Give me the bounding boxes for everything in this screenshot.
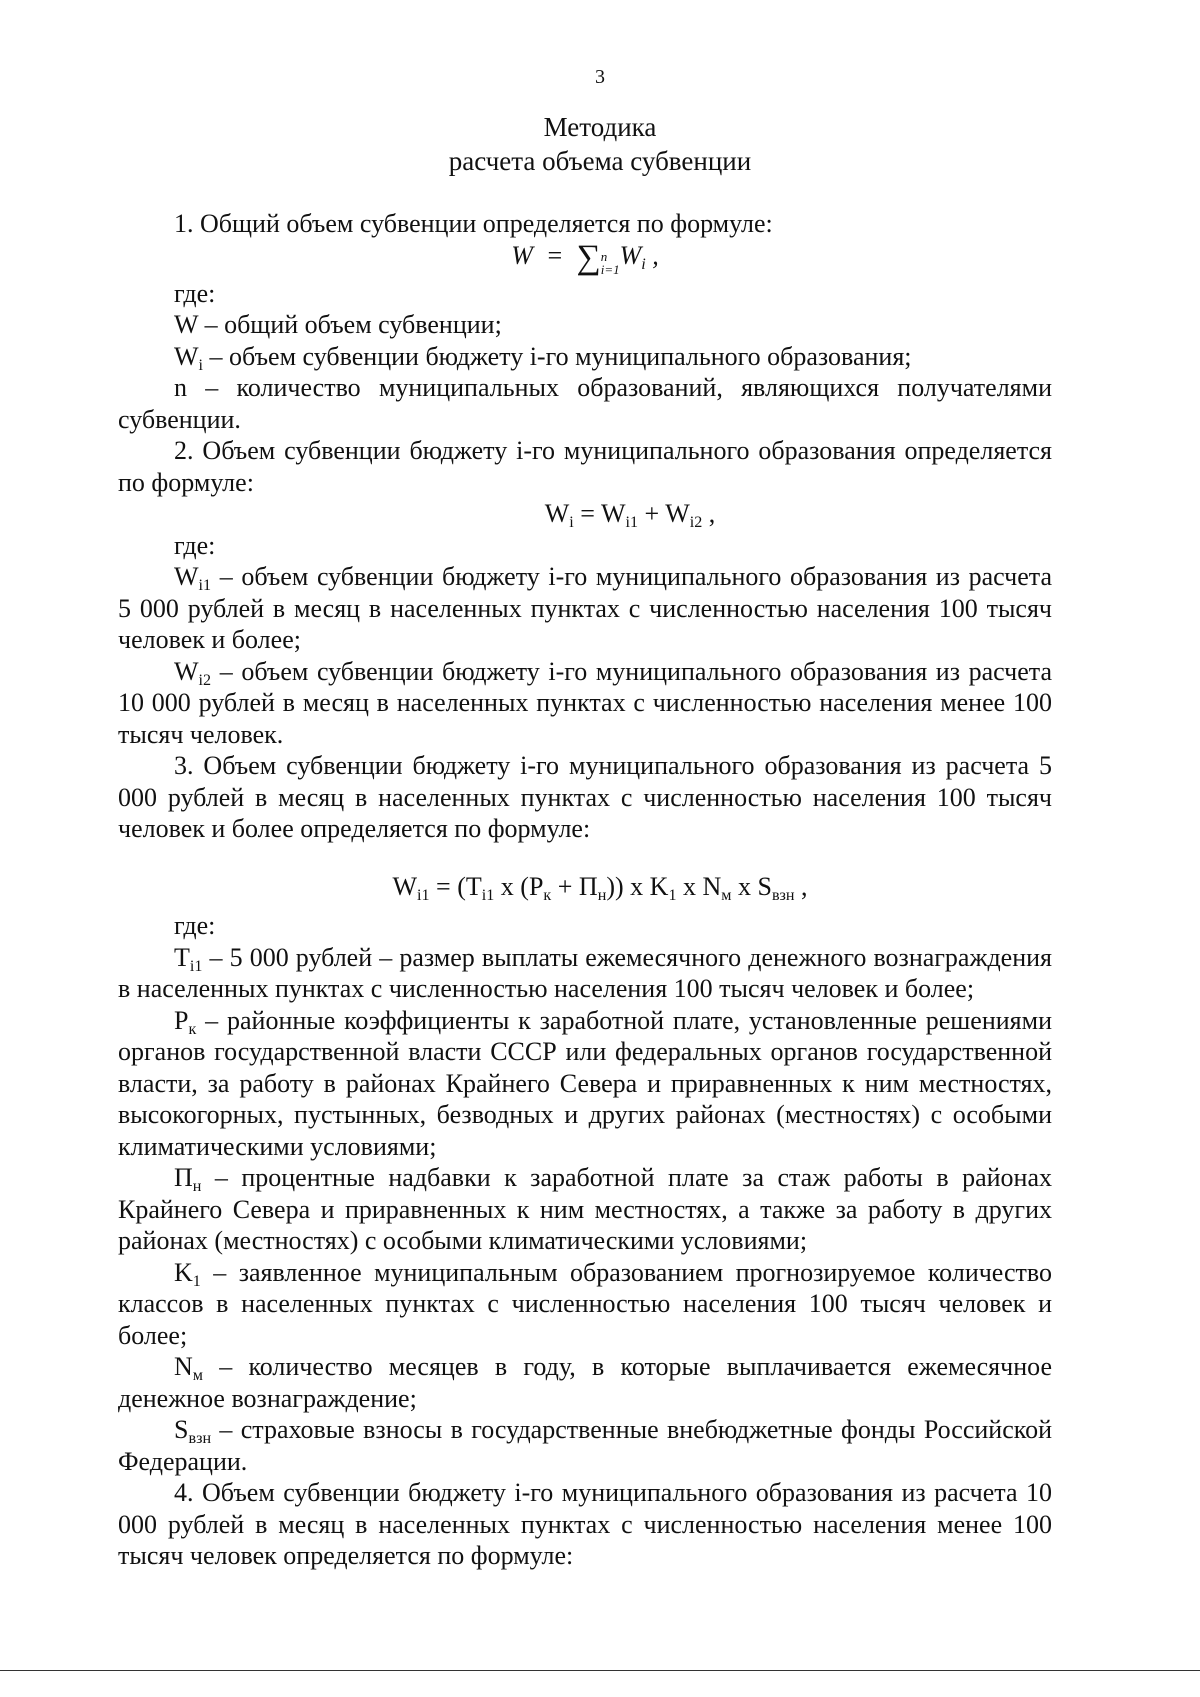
- f3-n-sub: м: [721, 886, 732, 904]
- symbol-pk: P: [174, 1005, 189, 1035]
- definition-nm-text: – количество месяцев в году, в которые выплачивается ежемесячное денежное вознаграждение;: [118, 1352, 1052, 1413]
- definition-w: W – общий объем субвенции;: [174, 310, 502, 339]
- paragraph-3: 3. Объем субвенции бюджету i-го муниципального образования из расчета 5 000 рублей в месяц в населенных пунктах с численностью населения 100 тысяч человек и более определяется по формуле:: [118, 751, 1052, 843]
- symbol-svzn-sub: взн: [188, 1430, 212, 1447]
- page-number: 3: [595, 66, 605, 88]
- symbol-wi1-sub: i1: [198, 577, 212, 594]
- definition-wi2: [118, 656, 1052, 751]
- symbol-pn: П: [174, 1163, 193, 1192]
- title-line-1: Методика: [543, 112, 657, 142]
- symbol-nm: N: [174, 1352, 193, 1381]
- f2-a: W: [544, 499, 570, 528]
- definition-nm: [118, 1351, 1052, 1414]
- definition-k1-text: – заявленное муниципальным образованием прогнозируемое количество классов в населенных пунктах с численностью населения 100 тысяч человек и более;: [118, 1257, 1052, 1350]
- symbol-nm-sub: м: [192, 1367, 203, 1384]
- f3-p-sub: к: [543, 886, 552, 904]
- symbol-wi: W: [174, 341, 199, 371]
- formula-total-term-sub: i: [641, 255, 646, 273]
- f2-tail: ,: [702, 499, 716, 528]
- f3-x2: x: [676, 871, 703, 901]
- where-label-3: где:: [174, 911, 216, 940]
- f3-s: S: [757, 871, 772, 901]
- f3-pn: П: [578, 871, 598, 901]
- sum-limits: [601, 250, 620, 276]
- f3-t: T: [465, 871, 482, 901]
- f3-w-sub: i1: [417, 886, 430, 904]
- where-label-2: где:: [174, 530, 216, 560]
- symbol-wi2: W: [174, 656, 199, 686]
- symbol-wi2-sub: i2: [198, 671, 212, 689]
- paragraph-4: 4. Объем субвенции бюджету i-го муниципального образования из расчета 10 000 рублей в месяц в населенных пунктах с численностью населения менее 100 тысяч человек определяется по формуле:: [118, 1478, 1052, 1570]
- formula-total-eq: =: [545, 240, 564, 270]
- definition-wi1-text: – объем субвенции бюджету i-го муниципального образования из расчета 5 000 рублей в месяц в населенных пунктах с численностью населения 100 тысяч человек и более;: [118, 562, 1052, 654]
- symbol-ti1: T: [174, 942, 190, 972]
- f3-x3: x: [731, 871, 758, 901]
- symbol-ti1-sub: i1: [189, 957, 203, 975]
- definition-n: n – количество муниципальных образований, являющихся получателями субвенции.: [118, 373, 1052, 434]
- f3-n: N: [702, 871, 722, 901]
- symbol-k1: K: [174, 1257, 193, 1287]
- symbol-wi1: W: [174, 562, 199, 591]
- f2-b-sub: i1: [625, 514, 639, 531]
- definition-wi: [118, 341, 1052, 373]
- f3-tail: ,: [794, 871, 808, 901]
- f3-t-sub: i1: [481, 886, 495, 904]
- f2-a-sub: i: [569, 514, 574, 531]
- definition-svzn: [118, 1414, 1052, 1477]
- paragraph-2: 2. Объем субвенции бюджету i-го муниципального образования определяется по формуле:: [118, 436, 1052, 497]
- f2-c-sub: i2: [689, 514, 703, 531]
- f3-eq: = (: [429, 871, 466, 901]
- formula-total: [118, 240, 1052, 276]
- f2-c: W: [665, 499, 690, 528]
- sum-symbol: ∑: [576, 238, 601, 276]
- f3-plus: +: [551, 871, 579, 901]
- definition-pk-text: – районные коэффициенты к заработной плате, установленные решениями органов государственной власти СССР или федеральных органов государственной власти, за работу в районах Крайнего Севера и приравненных к ним местностях, высокогорных, пустынных, безводных и других районах (местностях) с особыми климатическими условиями;: [118, 1005, 1052, 1161]
- definition-ti1-text: – 5 000 рублей – размер выплаты ежемесячного денежного вознаграждения в населенных пунктах с численностью населения 100 тысяч человек и более;: [118, 942, 1052, 1003]
- definition-svzn-text: – страховые взносы в государственные внебюджетные фонды Российской Федерации.: [118, 1415, 1052, 1476]
- definition-wi1: [118, 561, 1052, 656]
- f2-b: W: [600, 499, 626, 528]
- title-line-2: расчета объема субвенции: [448, 146, 752, 176]
- f3-k-sub: 1: [668, 886, 677, 904]
- where-label-1: где:: [174, 278, 216, 308]
- definition-pn: [118, 1162, 1052, 1257]
- sum-upper: n: [600, 248, 608, 264]
- f3-s-sub: взн: [771, 886, 795, 904]
- sum-lower: i=1: [600, 261, 620, 277]
- paragraph-1: 1. Общий объем субвенции определяется по формуле:: [174, 209, 773, 238]
- definition-pk: [118, 1005, 1052, 1163]
- f2-plus: +: [638, 499, 666, 528]
- formula-wi1: [118, 871, 1052, 903]
- f3-close: )) x: [606, 871, 650, 901]
- f3-p: P: [528, 871, 544, 901]
- definition-wi2-text: – объем субвенции бюджету i-го муниципального образования из расчета 10 000 рублей в месяц в населенных пунктах с численностью населения менее 100 тысяч человек.: [118, 656, 1052, 749]
- formula-wi: [118, 498, 1052, 530]
- f3-pn-sub: н: [597, 886, 607, 904]
- formula-total-tail: ,: [652, 240, 659, 270]
- symbol-svzn: S: [174, 1415, 189, 1444]
- formula-total-term: W: [619, 240, 642, 270]
- definition-wi-text: – объем субвенции бюджету i-го муниципального образования;: [203, 341, 912, 371]
- formula-total-lhs: W: [511, 240, 533, 270]
- definition-k1: [118, 1257, 1052, 1352]
- bottom-divider: [0, 1670, 1200, 1671]
- f3-k: K: [649, 871, 669, 901]
- definition-ti1: [118, 942, 1052, 1005]
- document-body: [118, 208, 1052, 1572]
- f2-eq: =: [573, 499, 601, 528]
- f3-x1: x (: [494, 871, 529, 901]
- symbol-k1-sub: 1: [192, 1272, 201, 1290]
- f3-w: W: [392, 871, 417, 901]
- symbol-wi-sub: i: [198, 356, 204, 374]
- definition-pn-text: – процентные надбавки к заработной плате за стаж работы в районах Крайнего Севера и приравненных к ним местностях, а также за работу в других районах (местностях) с особыми климатическими условиями;: [118, 1163, 1052, 1255]
- symbol-pn-sub: н: [192, 1178, 202, 1195]
- symbol-pk-sub: к: [188, 1020, 197, 1038]
